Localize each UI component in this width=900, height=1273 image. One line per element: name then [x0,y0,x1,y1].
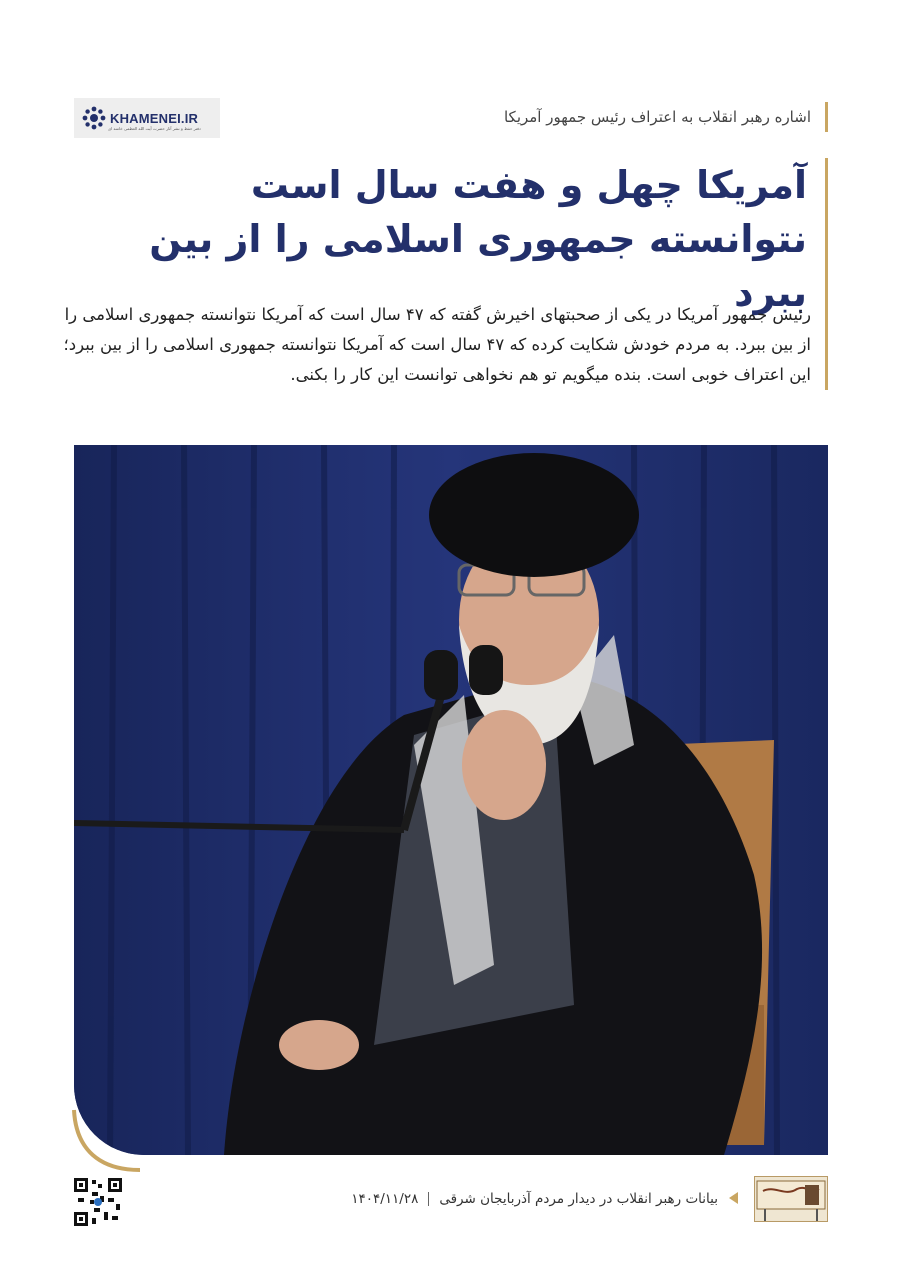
headline-line-1: آمریکا چهل و هفت سال است [250,163,807,207]
footer-caption [351,1186,718,1212]
quote-line-3: این اعتراف خوبی است. بنده میگویم تو هم نخواهی توانست این کار را بکنی. [290,365,811,384]
qr-code-icon[interactable] [74,1178,122,1226]
footer-arrow-icon [729,1192,738,1204]
event-stamp-image [754,1176,828,1222]
footer-date: ۱۴۰۴/۱۱/۲۸ [351,1191,419,1207]
headline [107,158,828,320]
logo-emblem-icon [82,106,106,130]
logo-subtitle: دفتر حفظ و نشر آثار حضرت آیت الله العظمی خامنه ای [108,126,201,131]
logo-text: KHAMENEI.IR [110,110,199,126]
quote-line-2: از بین ببرد. به مردم خودش شکایت کرده که ۴۷ سال است که آمریکا نتوانسته جمهوری اسلامی را از بین ببرد؛ [63,335,811,354]
speaker-photo [74,445,828,1155]
quote-line-1: رئیس جمهور آمریکا در یکی از صحبتهای اخیرش گفته که ۴۷ سال است که آمریکا نتوانسته جمهوری اسلامی را [64,305,811,324]
event-banner-icon [755,1177,827,1221]
footer-divider [428,1192,429,1206]
footer-source: بیانات رهبر انقلاب در دیدار مردم آذربایجان شرقی [439,1191,718,1207]
gold-accent-curve [60,1100,160,1180]
speaker-photo-illustration [74,445,828,1155]
kicker-text: اشاره رهبر انقلاب به اعتراف رئیس جمهور آمریکا [504,102,828,132]
quote-body [63,300,828,390]
headline-line-2: نتوانسته جمهوری اسلامی را از بین ببرد [149,217,807,315]
site-logo[interactable] [74,98,220,138]
